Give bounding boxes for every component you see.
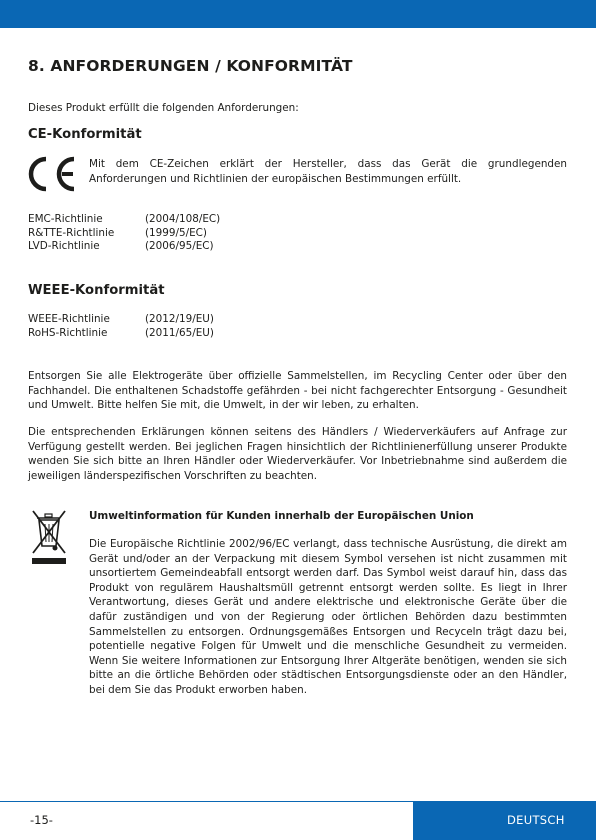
directive-code: (1999/5/EC)	[145, 226, 207, 239]
directive-code: (2011/65/EU)	[145, 326, 214, 339]
directive-code: (2012/19/EU)	[145, 313, 214, 325]
page-number: -15-	[30, 813, 53, 827]
directive-name: LVD-Richtlinie	[28, 240, 100, 252]
ce-directives-table	[28, 213, 220, 254]
weee-heading: WEEE-Konformität	[28, 283, 165, 298]
ce-mark-icon	[28, 156, 78, 192]
directive-name: EMC-Richtlinie	[28, 213, 103, 225]
directive-name: WEEE-Richtlinie	[28, 313, 110, 325]
declaration-paragraph: Die entsprechenden Erklärungen können seitens des Händlers / Wiederverkäufers auf Anfrage zur Verfügung gestellt werden. Bei jeglichen Fragen hinsichtlich der Richtlinienerfüllung unserer Produkte wenden Sie sich bitte an Ihren Händler oder Wiederverkäufer. Vor Inbetriebnahme sind außerdem die jeweiligen länderspezifischen Vorschriften zu beachten.	[28, 426, 567, 482]
directive-row	[28, 327, 214, 341]
directive-code: (2006/95/EC)	[145, 240, 214, 252]
intro-text: Dieses Produkt erfüllt die folgenden Anforderungen:	[28, 102, 299, 114]
weee-directives-table	[28, 313, 214, 340]
section-title: 8. ANFORDERUNGEN / KONFORMITÄT	[28, 57, 353, 75]
directive-name: R&TTE-Richtlinie	[28, 226, 115, 239]
ce-heading: CE-Konformität	[28, 127, 142, 142]
directive-row	[28, 227, 220, 241]
environment-info-text: Die Europäische Richtlinie 2002/96/EC verlangt, dass technische Ausrüstung, die direkt am Gerät und/oder an der Verpackung mit diesem Symbol versehen ist nicht zusammen mit unsortiertem Gemeindeabfall entsorgt werden darf. Das Symbol weist darauf hin, dass das Produkt von regulärem Haushaltsmüll getrennt entsorgt werden sollte. Es liegt in Ihrer Verantwortung, dieses Gerät und andere elektrische und elektronische Geräte über die dafür zuständigen und von der Regierung oder örtlichen Behörden dazu bestimmten Sammelstellen zu entsorgen. Ordnungsgemäßes Entsorgen und Recyceln trägt dazu bei, potentielle negative Folgen für Umwelt und die menschliche Gesundheit zu vermeiden. Wenn Sie weitere Informationen zur Entsorgung Ihrer Altgeräte benötigen, wenden sie sich bitte an die örtliche Behörden oder städtischen Entsorgungsdienste oder an den Händler, bei dem Sie das Produkt erworben haben.	[89, 538, 567, 696]
directive-row	[28, 213, 220, 227]
directive-row	[28, 313, 214, 327]
ce-description: Mit dem CE-Zeichen erklärt der Hersteller, dass das Gerät die grundlegenden Anforderungen und Richtlinien der europäischen Bestimmungen erfüllt.	[89, 158, 567, 185]
directive-row	[28, 240, 220, 254]
footer-divider	[0, 801, 413, 802]
language-label: DEUTSCH	[413, 801, 596, 840]
directive-name: RoHS-Richtlinie	[28, 326, 108, 339]
crossed-out-wheelie-bin-icon	[29, 508, 69, 566]
environment-info-title: Umweltinformation für Kunden innerhalb der Europäischen Union	[89, 510, 474, 522]
top-header-bar	[0, 0, 596, 28]
disposal-paragraph: Entsorgen Sie alle Elektrogeräte über offizielle Sammelstellen, im Recycling Center oder über den Fachhandel. Die enthaltenen Schadstoffe gefährden - bei nicht fachgerechter Entsorgung - Gesundheit und Umwelt. Bitte helfen Sie mit, die Umwelt, in der wir leben, zu erhalten.	[28, 370, 567, 411]
directive-code: (2004/108/EC)	[145, 213, 221, 225]
